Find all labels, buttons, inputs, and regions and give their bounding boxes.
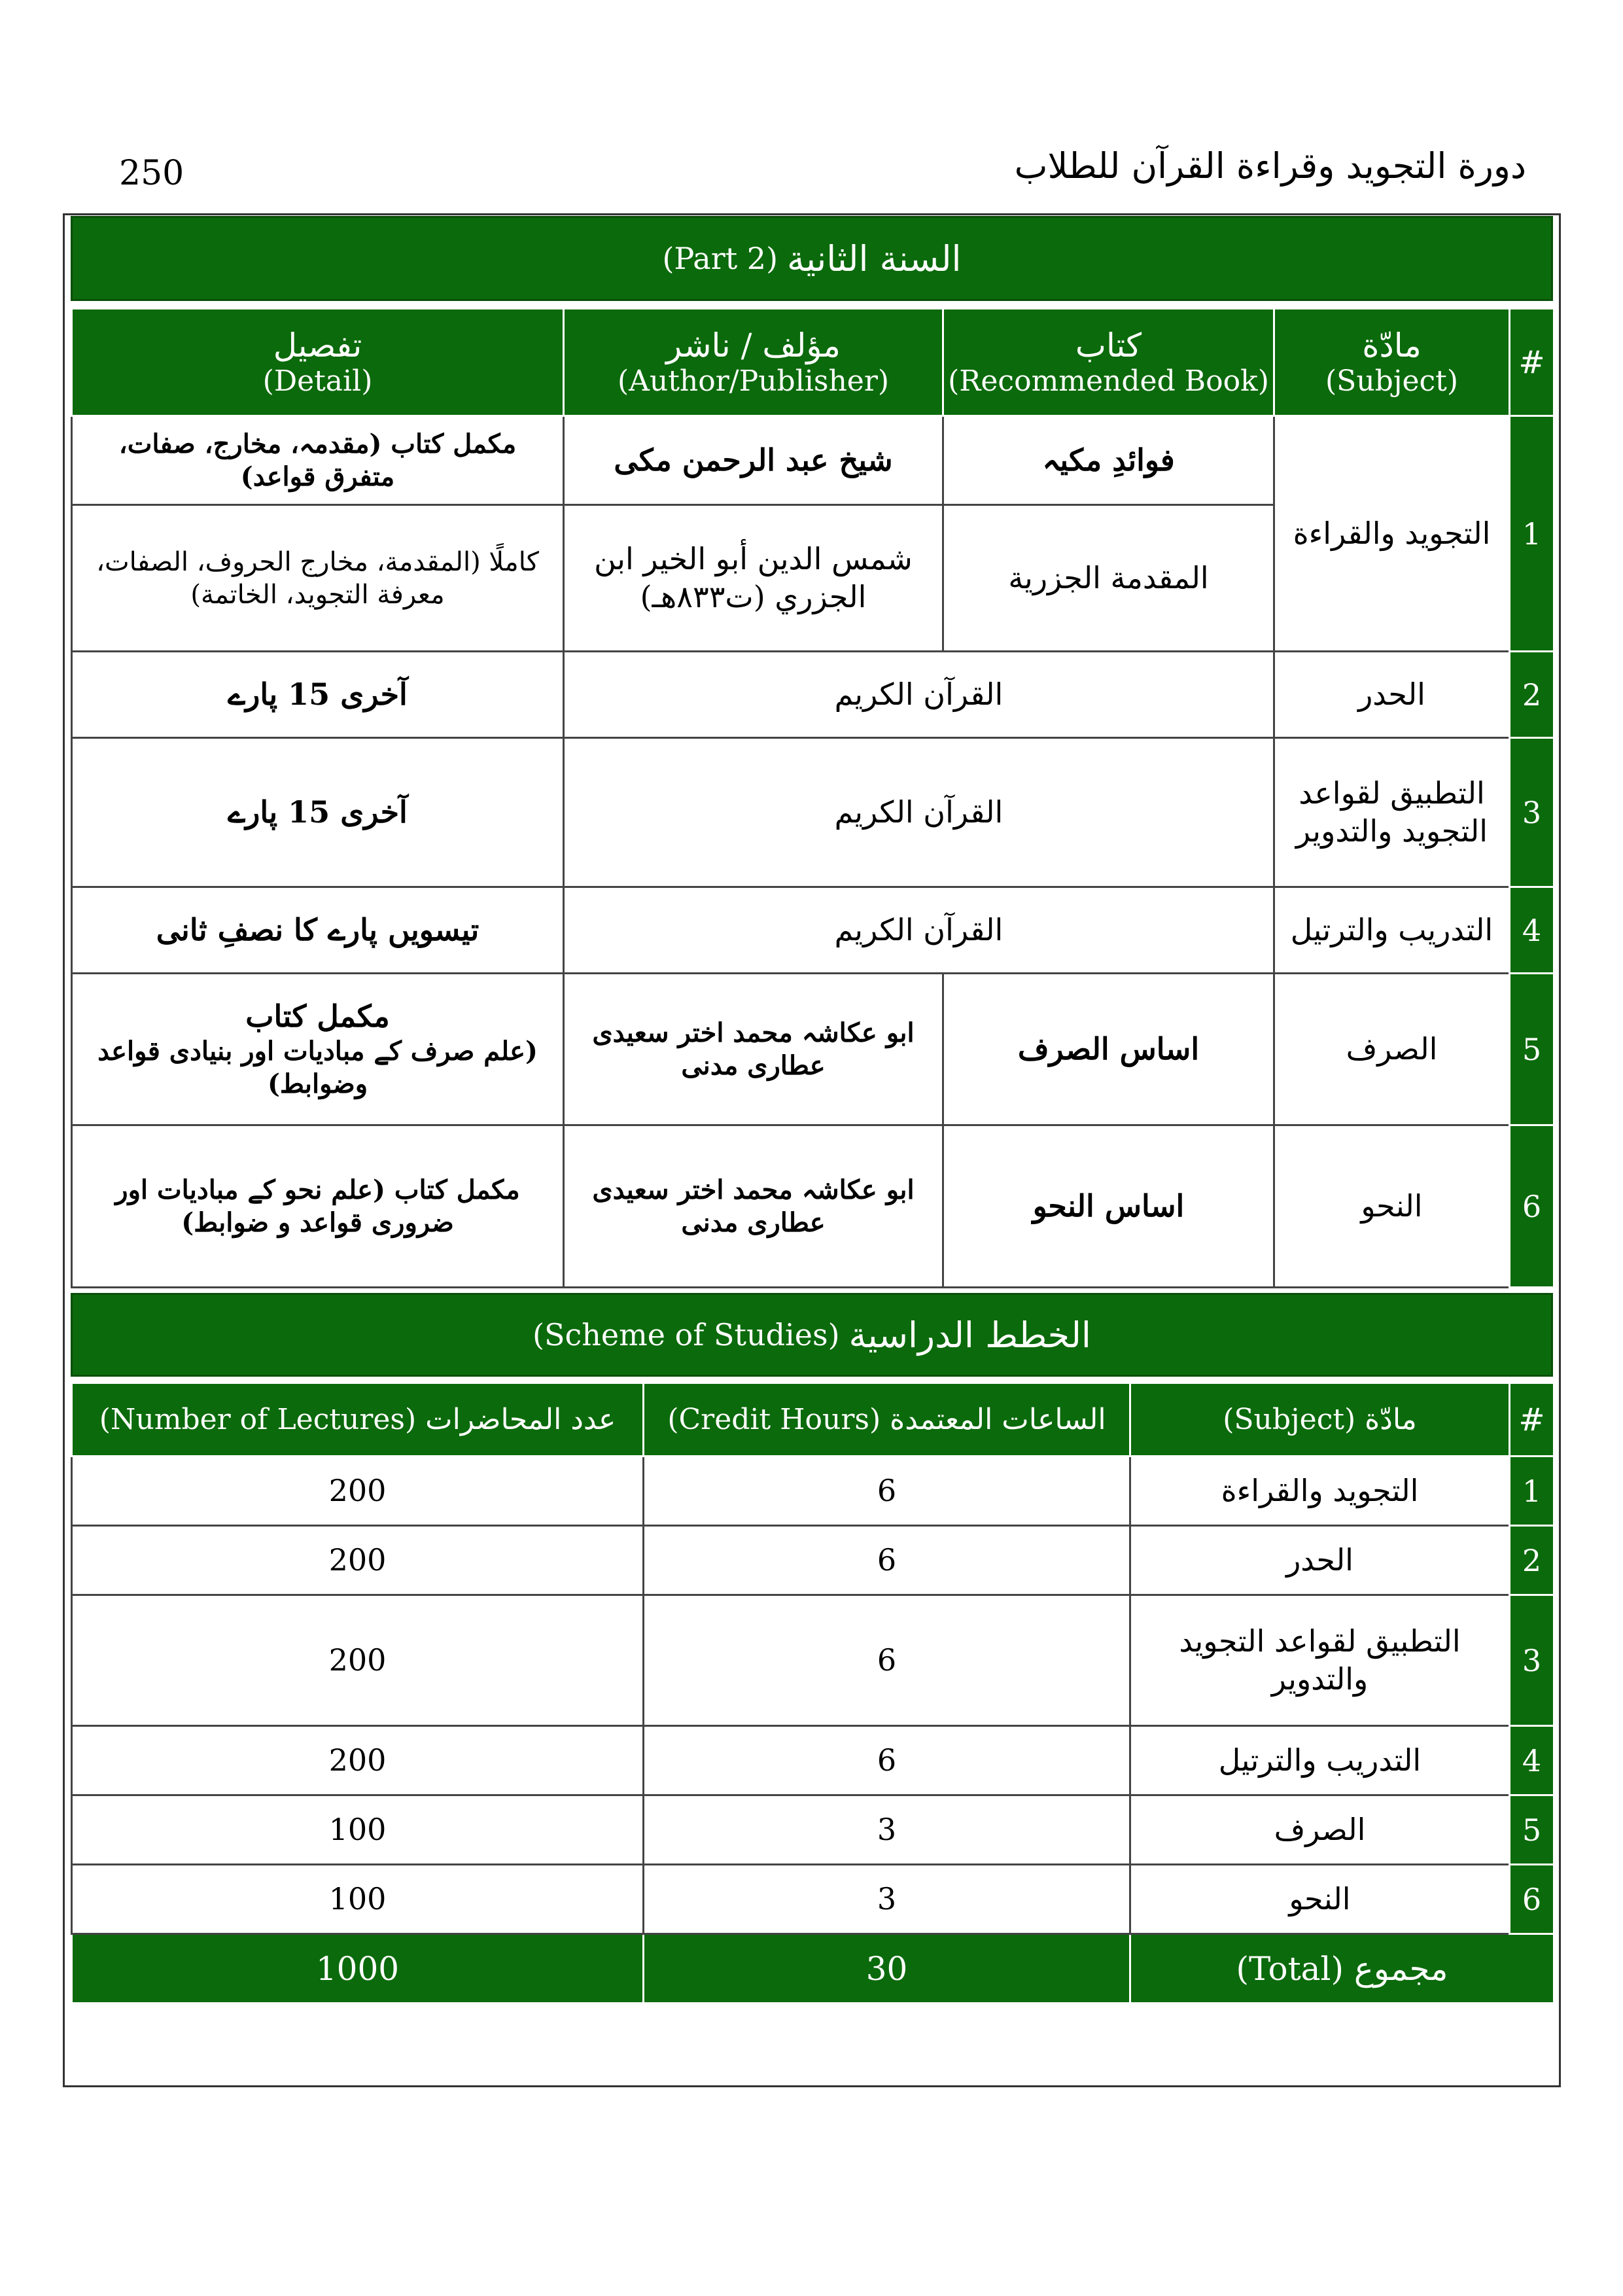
detail-cell: مکمل کتاب (علم نحو کے مبادیات اور ضروری قواعد و ضوابط) — [72, 1125, 564, 1288]
lectures-cell: 200 — [72, 1526, 644, 1595]
detail-title: مکمل کتاب — [245, 998, 390, 1034]
subject-cell: الصرف — [1130, 1795, 1510, 1865]
scheme-table — [71, 1382, 1555, 2004]
scheme-col-lectures-header: عدد المحاضرات (Number of Lectures) — [72, 1383, 644, 1457]
total-row — [72, 1934, 1554, 2004]
row-number: 5 — [1510, 1795, 1554, 1865]
credit-cell: 3 — [644, 1865, 1130, 1934]
col-subject-header: مادّة (Subject) — [1274, 309, 1510, 416]
table-row — [72, 887, 1554, 974]
scheme-header-row — [72, 1383, 1554, 1457]
col-book-header: كتاب (Recommended Book) — [943, 309, 1274, 416]
author-cell: ابو عکاشہ محمد اختر سعیدی عطاری مدنی — [564, 1125, 943, 1288]
book-cell: المقدمة الجزرية — [943, 505, 1274, 652]
table-row — [72, 416, 1554, 505]
row-number: 3 — [1510, 738, 1554, 887]
col-detail-header: تفصيل (Detail) — [72, 309, 564, 416]
lectures-cell: 100 — [72, 1795, 644, 1865]
total-credit: 30 — [644, 1934, 1130, 2004]
row-number: 4 — [1510, 887, 1554, 974]
subject-cell: الحدر — [1130, 1526, 1510, 1595]
table-row — [72, 974, 1554, 1125]
book-cell: اساس النحو — [943, 1125, 1274, 1288]
book-cell: فوائدِ مکیہ — [943, 416, 1274, 505]
table-row — [72, 652, 1554, 738]
detail-cell: تیسویں پارے کا نصفِ ثانی — [72, 887, 564, 974]
author-cell: شمس الدين أبو الخير ابن الجزري (ت٨٣٣هـ) — [564, 505, 943, 652]
part2-table — [71, 308, 1555, 1288]
row-number: 5 — [1510, 974, 1554, 1125]
subject-cell: التجويد والقراءة — [1130, 1457, 1510, 1526]
detail-cell — [72, 974, 564, 1125]
book-cell: اساس الصرف — [943, 974, 1274, 1125]
row-number: 6 — [1510, 1865, 1554, 1934]
part2-banner — [71, 216, 1553, 301]
detail-cell: مکمل کتاب (مقدمہ، مخارج، صفات، متفرق قواعد) — [72, 416, 564, 505]
table-row — [72, 1865, 1554, 1934]
subject-cell: الحدر — [1274, 652, 1510, 738]
table-row — [72, 1795, 1554, 1865]
lectures-cell: 100 — [72, 1865, 644, 1934]
scheme-col-credit-header: الساعات المعتمدة (Credit Hours) — [644, 1383, 1130, 1457]
part2-header-row — [72, 309, 1554, 416]
row-number: 1 — [1510, 416, 1554, 652]
detail-cell: آخری 15 پارے — [72, 738, 564, 887]
subject-cell: التطبيق لقواعد التجويد والتدوير — [1274, 738, 1510, 887]
total-label: مجموع (Total) — [1130, 1934, 1554, 2004]
row-number: 6 — [1510, 1125, 1554, 1288]
scheme-col-subject-header: مادّة (Subject) — [1130, 1383, 1510, 1457]
book-author-cell: القرآن الكريم — [564, 652, 1274, 738]
table-row — [72, 1457, 1554, 1526]
credit-cell: 6 — [644, 1595, 1130, 1726]
row-number: 3 — [1510, 1595, 1554, 1726]
book-author-cell: القرآن الكريم — [564, 738, 1274, 887]
author-cell: ابو عکاشہ محمد اختر سعیدی عطاری مدنی — [564, 974, 943, 1125]
credit-cell: 6 — [644, 1726, 1130, 1795]
part2-title-en: (Part 2) — [662, 241, 778, 276]
row-number: 1 — [1510, 1457, 1554, 1526]
lectures-cell: 200 — [72, 1595, 644, 1726]
col-author-header: مؤلف / ناشر (Author/Publisher) — [564, 309, 943, 416]
credit-cell: 3 — [644, 1795, 1130, 1865]
table-row — [72, 738, 1554, 887]
total-lectures: 1000 — [72, 1934, 644, 2004]
table-row — [72, 1526, 1554, 1595]
subject-cell: النحو — [1130, 1865, 1510, 1934]
scheme-title-en: (Scheme of Studies) — [532, 1317, 840, 1352]
subject-cell: الصرف — [1274, 974, 1510, 1125]
credit-cell: 6 — [644, 1457, 1130, 1526]
detail-cell: كاملًا (المقدمة، مخارج الحروف، الصفات، معرفة التجويد، الخاتمة) — [72, 505, 564, 652]
author-cell: شیخ عبد الرحمن مکی — [564, 416, 943, 505]
row-number: 2 — [1510, 652, 1554, 738]
lectures-cell: 200 — [72, 1726, 644, 1795]
page-number: 250 — [119, 154, 184, 193]
subject-cell: التطبيق لقواعد التجويد والتدوير — [1130, 1595, 1510, 1726]
book-author-cell: القرآن الكريم — [564, 887, 1274, 974]
lectures-cell: 200 — [72, 1457, 644, 1526]
table-row — [72, 1726, 1554, 1795]
detail-cell: آخری 15 پارے — [72, 652, 564, 738]
scheme-title-ar: الخطط الدراسية — [848, 1314, 1091, 1356]
part2-title-ar: السنة الثانية — [787, 238, 962, 279]
scheme-col-num-header: # — [1510, 1383, 1554, 1457]
credit-cell: 6 — [644, 1526, 1130, 1595]
detail-text: (علم صرف کے مبادیات اور بنیادی قواعد وضوابط) — [97, 1036, 538, 1100]
table-row — [72, 1595, 1554, 1726]
subject-cell: النحو — [1274, 1125, 1510, 1288]
running-title: دورة التجويد وقراءة القرآن للطلاب — [1014, 145, 1526, 186]
table-row — [72, 1125, 1554, 1288]
scheme-banner — [71, 1293, 1553, 1377]
row-number: 2 — [1510, 1526, 1554, 1595]
subject-cell: التجويد والقراءة — [1274, 416, 1510, 652]
col-num-header: # — [1510, 309, 1554, 416]
subject-cell: التدريب والترتيل — [1130, 1726, 1510, 1795]
subject-cell: التدريب والترتيل — [1274, 887, 1510, 974]
row-number: 4 — [1510, 1726, 1554, 1795]
